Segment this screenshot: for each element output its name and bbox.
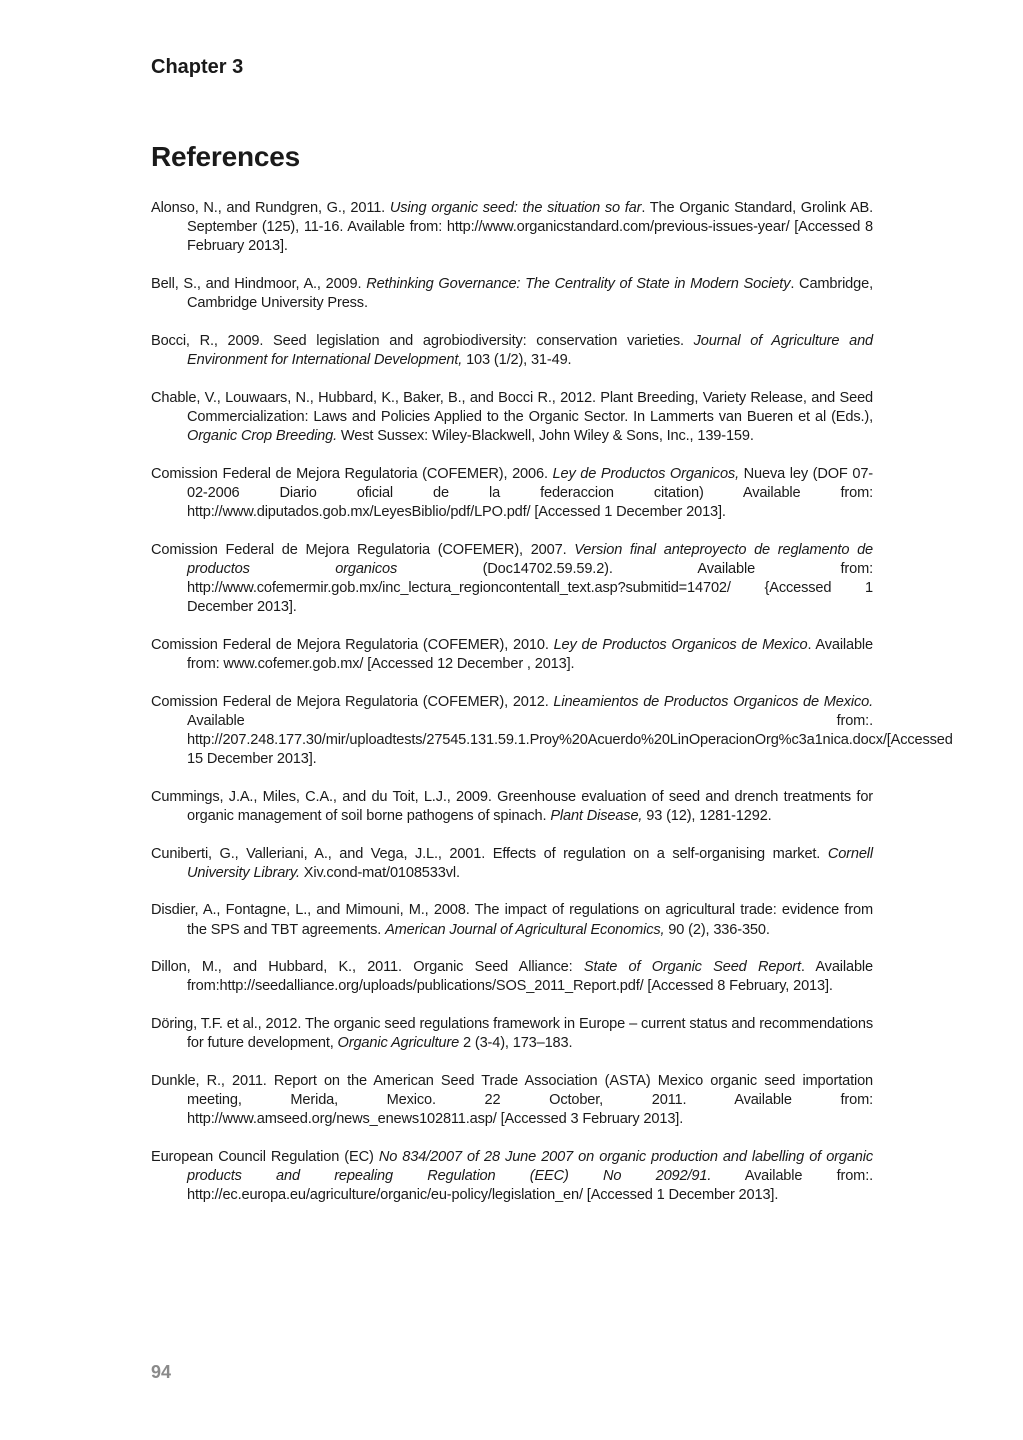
- reference-title-italic: Plant Disease,: [550, 808, 643, 824]
- reference-entry: [151, 275, 873, 313]
- reference-text: Bocci, R., 2009. Seed legislation and agrobiodiversity: conservation varieties.: [151, 332, 694, 349]
- reference-entry: [151, 465, 873, 523]
- reference-title-italic: State of Organic Seed Report: [583, 959, 801, 976]
- reference-title-italic: Version final anteproyecto de reglamento de productos organicos: [187, 541, 873, 577]
- reference-text: Döring, T.F. et al., 2012. The organic seed regulations framework in Europe – current status and recommendations for future development,: [151, 1015, 873, 1052]
- reference-text: 103 (1/2), 31-49.: [462, 352, 572, 368]
- reference-text: . The Organic Standard, Grolink AB. September (125), 11-16. Available from: http://www.organicstandard.com/previous-issues-year/ [Accessed 8 February 2013].: [187, 200, 873, 255]
- reference-text: Comission Federal de Mejora Regulatoria (COFEMER), 2007.: [151, 541, 575, 558]
- reference-list: [151, 199, 953, 1224]
- reference-text: Dunkle, R., 2011. Report on the American Seed Trade Association (ASTA) Mexico organic seed importation meeting, Merida, Mexico. 22 October, 2011. Available from: http://www.amseed.org/news_enews102811.asp/ [Accessed 3 February 2013].: [151, 1072, 873, 1128]
- reference-entry: [151, 1072, 873, 1130]
- reference-title-italic: Journal of Agriculture and Environment for International Development,: [187, 332, 873, 368]
- reference-entry: [151, 1015, 873, 1053]
- reference-text: 2 (3-4), 173–183.: [459, 1035, 573, 1052]
- reference-title-italic: American Journal of Agricultural Economics,: [385, 921, 665, 938]
- reference-entry: [151, 901, 873, 939]
- reference-entry: [151, 332, 873, 370]
- reference-text: . Available from: www.cofemer.gob.mx/ [Accessed 12 December , 2013].: [187, 636, 873, 672]
- reference-text: 93 (12), 1281-1292.: [642, 808, 772, 824]
- reference-entry: [151, 1148, 873, 1206]
- reference-title-italic: Ley de Productos Organicos,: [552, 465, 739, 482]
- reference-text: . Cambridge, Cambridge University Press.: [187, 276, 873, 312]
- reference-entry: [151, 958, 873, 996]
- reference-text: . Available from:http://seedalliance.org/uploads/publications/SOS_2011_Report.pdf/ [Accessed 8 February, 2013].: [187, 959, 873, 995]
- reference-title-italic: Rethinking Governance: The Centrality of State in Modern Society: [366, 276, 791, 292]
- reference-text: Available from:. http://207.248.177.30/mir/uploadtests/27545.131.59.1.Proy%20Acuerdo%20LinOperacionOrg%c3a1nica.docx/[Accessed 15 December 2013].: [187, 712, 953, 768]
- reference-title-italic: No 834/2007 of 28 June 2007 on organic production and labelling of organic products and repealing Regulation (EEC) No 2092/91.: [187, 1148, 874, 1184]
- reference-text: Bell, S., and Hindmoor, A., 2009.: [151, 276, 367, 292]
- reference-entry: [151, 541, 873, 618]
- reference-text: European Council Regulation (EC): [151, 1148, 379, 1165]
- reference-text: Chable, V., Louwaars, N., Hubbard, K., Baker, B., and Bocci R., 2012. Plant Breeding, Variety Release, and Seed Commercialization: Laws and Policies Applied to the Organic Sector. In Lammerts van Bueren et al (Eds.),: [151, 389, 873, 425]
- reference-text: Comission Federal de Mejora Regulatoria (COFEMER), 2010.: [151, 636, 554, 653]
- reference-entry: [151, 389, 873, 447]
- reference-text: Cummings, J.A., Miles, C.A., and du Toit, L.J., 2009. Greenhouse evaluation of seed and drench treatments for organic management of soil borne pathogens of spinach.: [151, 788, 873, 824]
- reference-text: (Doc14702.59.59.2). Available from: http://www.cofemermir.gob.mx/inc_lectura_regioncontentall_text.asp?submitid=14702/ {Accessed 1 December 2013].: [187, 560, 873, 616]
- chapter-label: Chapter 3: [151, 56, 244, 78]
- reference-title-italic: Organic Agriculture: [337, 1035, 460, 1052]
- reference-title-italic: Organic Crop Breeding.: [187, 428, 338, 444]
- reference-text: Alonso, N., and Rundgren, G., 2011.: [151, 200, 390, 216]
- reference-entry: [151, 199, 873, 257]
- reference-title-italic: Ley de Productos Organicos de Mexico: [553, 636, 808, 653]
- reference-text: Xiv.cond-mat/0108533vl.: [299, 864, 460, 881]
- page-number: 94: [151, 1362, 172, 1382]
- reference-title-italic: Cornell University Library.: [187, 845, 873, 881]
- page-title: References: [151, 141, 300, 172]
- reference-entry: [151, 788, 873, 826]
- reference-text: Cuniberti, G., Valleriani, A., and Vega, J.L., 2001. Effects of regulation on a self-organising market.: [151, 845, 828, 862]
- reference-text: Comission Federal de Mejora Regulatoria (COFEMER), 2012.: [151, 693, 554, 710]
- reference-text: Nueva ley (DOF 07-02-2006 Diario oficial de la federaccion citation) Available from: http://www.diputados.gob.mx/LeyesBiblio/pdf/LPO.pdf/ [Accessed 1 December 2013].: [187, 465, 874, 520]
- reference-text: West Sussex: Wiley-Blackwell, John Wiley & Sons, Inc., 139-159.: [337, 428, 754, 444]
- reference-title-italic: Lineamientos de Productos Organicos de Mexico.: [553, 693, 873, 710]
- reference-text: Available from:. http://ec.europa.eu/agriculture/organic/eu-policy/legislation_en/ [Accessed 1 December 2013].: [187, 1167, 874, 1204]
- reference-entry: [151, 693, 953, 770]
- reference-entry: [151, 845, 873, 883]
- reference-text: 90 (2), 336-350.: [664, 921, 770, 938]
- reference-title-italic: Using organic seed: the situation so far: [389, 200, 642, 216]
- reference-entry: [151, 636, 873, 674]
- reference-text: Disdier, A., Fontagne, L., and Mimouni, M., 2008. The impact of regulations on agricultural trade: evidence from the SPS and TBT agreements.: [151, 902, 873, 938]
- reference-text: Comission Federal de Mejora Regulatoria (COFEMER), 2006.: [151, 465, 553, 482]
- reference-text: Dillon, M., and Hubbard, K., 2011. Organic Seed Alliance:: [151, 959, 584, 976]
